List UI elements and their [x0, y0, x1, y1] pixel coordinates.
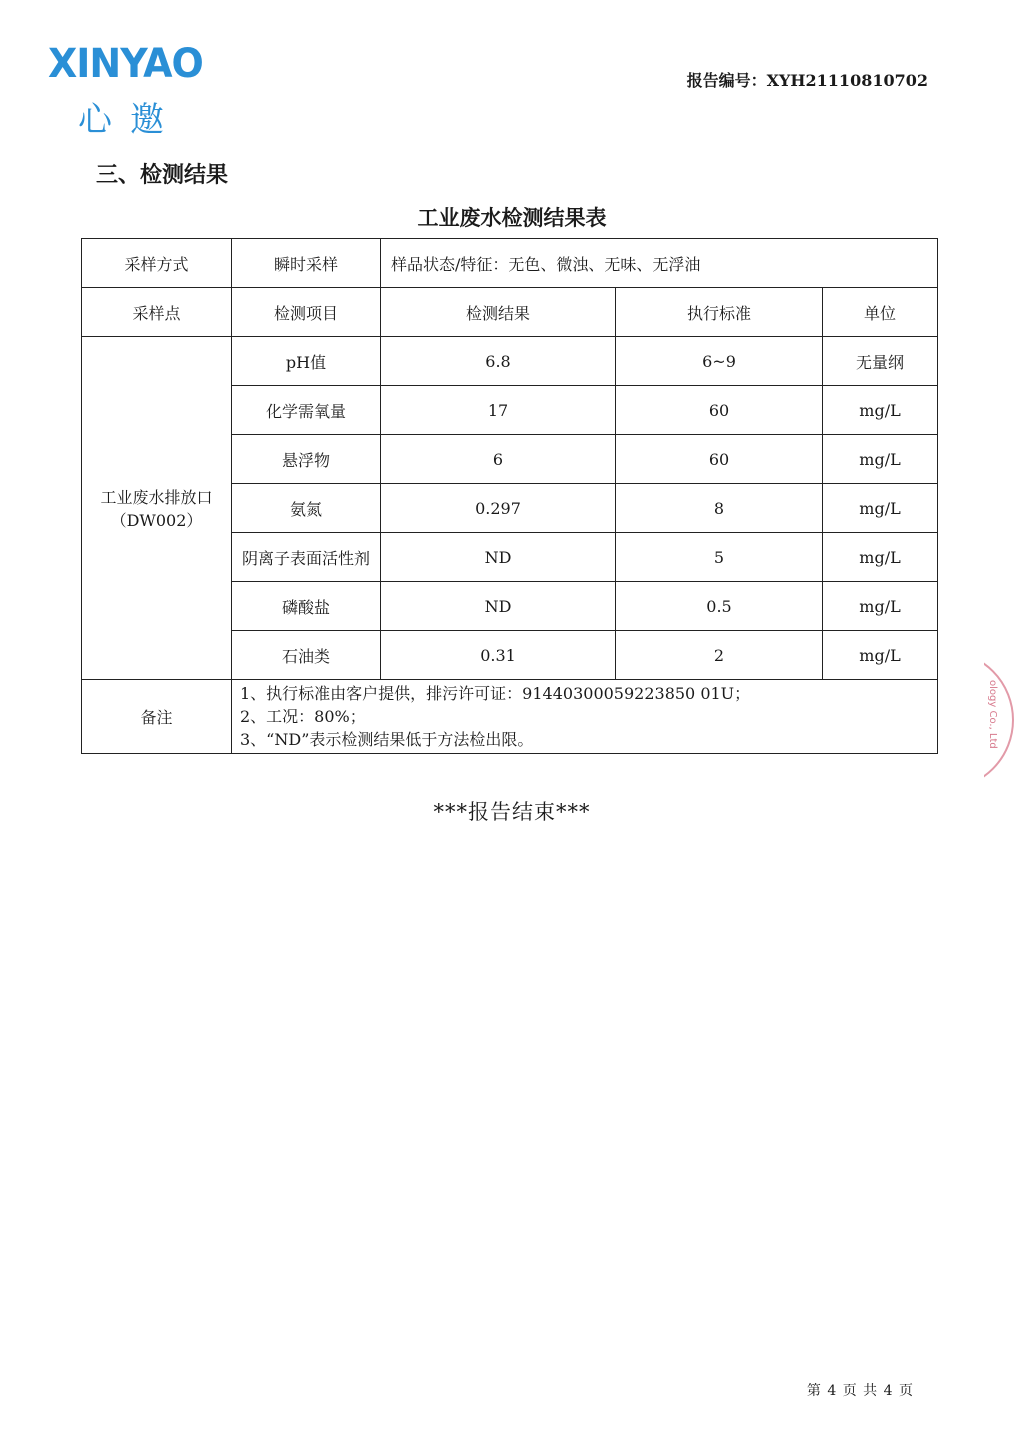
- section-title: 三、检测结果: [96, 163, 229, 188]
- sampling-method-label: 采样方式: [82, 239, 232, 288]
- test-unit: mg/L: [823, 484, 938, 533]
- report-number: [687, 68, 928, 91]
- test-unit: mg/L: [823, 631, 938, 680]
- sample-state: 样品状态/特征：无色、微浊、无味、无浮油: [381, 239, 938, 288]
- test-result: 6: [381, 435, 616, 484]
- test-result: 17: [381, 386, 616, 435]
- table-title: 工业废水检测结果表: [417, 206, 607, 230]
- company-seal: [984, 650, 1024, 790]
- sampling-point-code: （DW002）: [110, 511, 203, 530]
- note-line: 1、执行标准由客户提供，排污许可证：91440300059223850 01U；: [240, 684, 751, 703]
- notes: [232, 680, 938, 754]
- header-unit: 单位: [823, 288, 938, 337]
- test-unit: 无量纲: [823, 337, 938, 386]
- test-standard: 60: [616, 435, 823, 484]
- sampling-point: [82, 337, 232, 680]
- test-item: pH值: [232, 337, 381, 386]
- page-number: 第 4 页 共 4 页: [806, 1383, 914, 1399]
- notes-label: 备注: [82, 680, 232, 754]
- logo-english: XINYAO: [48, 40, 203, 87]
- test-result: 0.297: [381, 484, 616, 533]
- test-result: ND: [381, 533, 616, 582]
- table-row: [82, 239, 938, 288]
- test-item: 化学需氧量: [232, 386, 381, 435]
- seal-text: ology Co., Ltd: [987, 680, 998, 749]
- test-item: 磷酸盐: [232, 582, 381, 631]
- header-test-item: 检测项目: [232, 288, 381, 337]
- test-item: 氨氮: [232, 484, 381, 533]
- test-standard: 5: [616, 533, 823, 582]
- test-unit: mg/L: [823, 582, 938, 631]
- test-item: 石油类: [232, 631, 381, 680]
- test-unit: mg/L: [823, 435, 938, 484]
- header-sampling-point: 采样点: [82, 288, 232, 337]
- table-header-row: [82, 288, 938, 337]
- test-standard: 60: [616, 386, 823, 435]
- note-line: 3、“ND”表示检测结果低于方法检出限。: [240, 730, 534, 749]
- test-standard: 8: [616, 484, 823, 533]
- test-unit: mg/L: [823, 533, 938, 582]
- table-row: [82, 337, 938, 386]
- report-end-mark: ***报告结束***: [433, 800, 591, 824]
- logo-chinese: 心邀: [78, 100, 182, 140]
- report-number-value: XYH21110810702: [766, 71, 928, 90]
- test-item: 阴离子表面活性剂: [232, 533, 381, 582]
- notes-row: [82, 680, 938, 754]
- test-item: 悬浮物: [232, 435, 381, 484]
- test-result: 6.8: [381, 337, 616, 386]
- header-standard: 执行标准: [616, 288, 823, 337]
- report-number-label: 报告编号：: [686, 71, 767, 90]
- test-standard: 2: [616, 631, 823, 680]
- results-table: [81, 238, 938, 754]
- test-unit: mg/L: [823, 386, 938, 435]
- company-logo: [48, 40, 208, 140]
- test-standard: 0.5: [616, 582, 823, 631]
- header-result: 检测结果: [381, 288, 616, 337]
- test-standard: 6~9: [616, 337, 823, 386]
- sampling-method-value: 瞬时采样: [232, 239, 381, 288]
- test-result: 0.31: [381, 631, 616, 680]
- sampling-point-name: 工业废水排放口: [100, 488, 213, 507]
- test-result: ND: [381, 582, 616, 631]
- note-line: 2、工况：80%；: [240, 707, 366, 726]
